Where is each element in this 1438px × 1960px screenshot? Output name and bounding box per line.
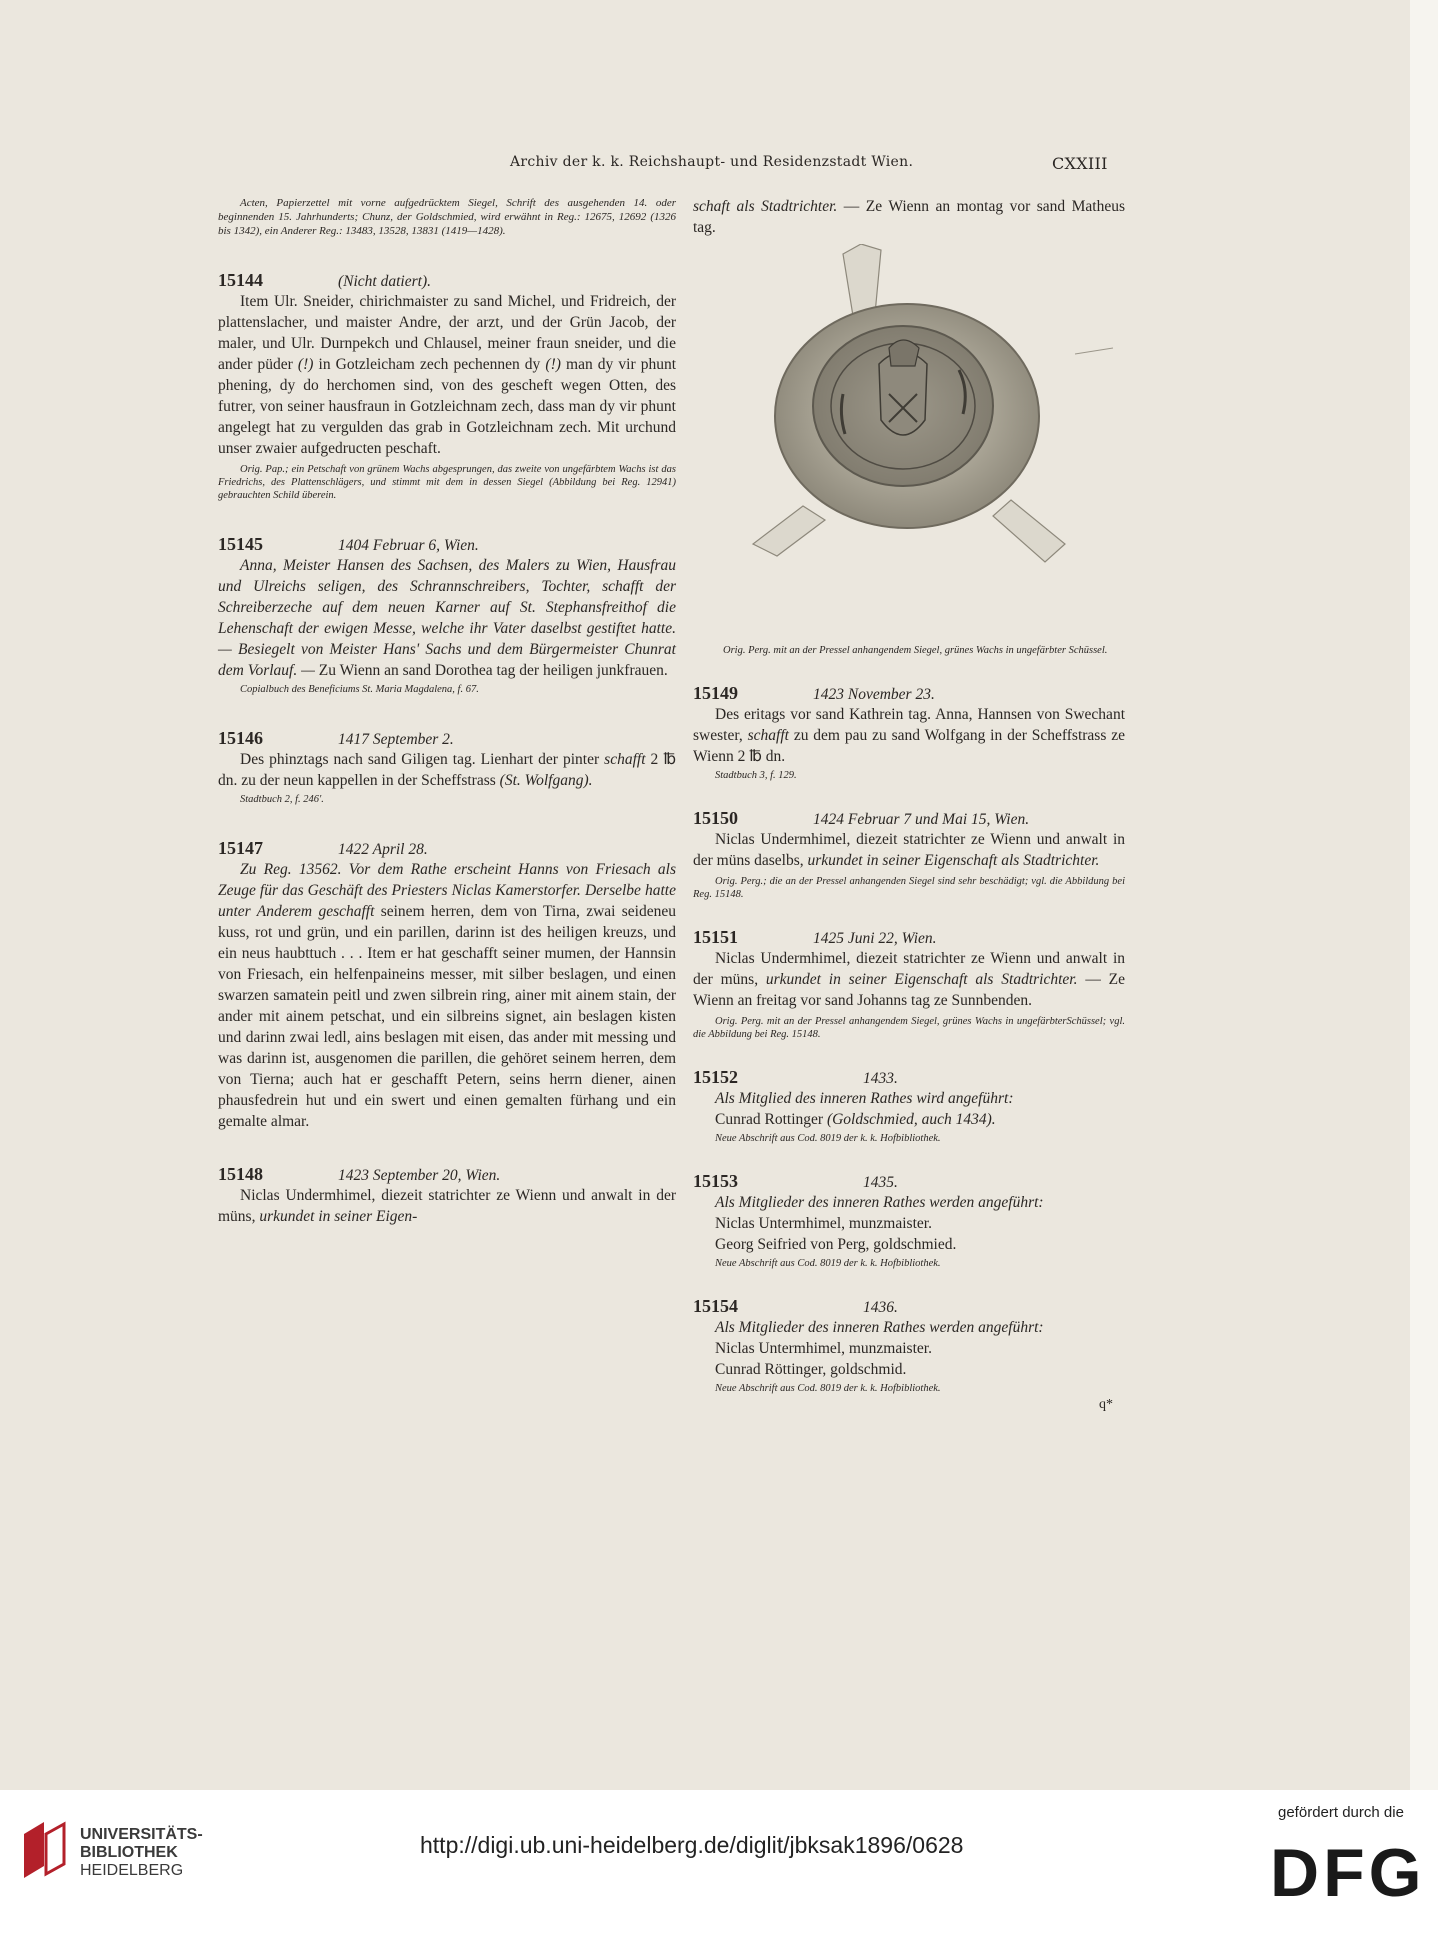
entry-source: Neue Abschrift aus Cod. 8019 der k. k. Hofbibliothek. [715,1133,941,1144]
entry-date: 1417 September 2. [338,731,454,748]
text-part: seinem herren, dem von Tirna, zwai seideneu kuss, rot und grün, und ein parillen, darinn ist des heiligen kreuzs, und ein neus haubttuch . . . Item er hat geschafft seiner mumen, der Hannsin von Friesach, ein helfenpaineins messer, mit silber beslagen, und einen swarzen samatein peitl und zwen silbrein ring, ainer mit ainem stain, der ander mit ainem petschat, und ein silbreins signet, ain beslagen kisten und darinn zwai ledl, ains beslagen mit eisen, das ander mit messing und was darinn ist, ausgenomen die parillen, die gehöret seinem herren, dem von Tierna; auch hat er geschafft Petern, seins herrn diener, ainen phausfedrein hut und ein swert und einen gemalten fürhang und ein gemalte almar. [218,903,676,1130]
entry-number: 15153 [693,1171,738,1191]
entry-15152 [693,1067,1125,1145]
text-part: Anna, Meister Hansen des Sachsen, des Malers zu Wien, Hausfrau und Ulreichs seligen, des Schrannschreibers, Tochter, schafft der Schreiberzeche auf dem neuen Karner auf St. Stephansfreithof die Lehenschaft der ewigen Messe, welche ihr Vater daselbst gestiftet hatte. — Besiegelt von Meister Hans' Sachs und dem Bürgermeister Chunrat dem Vorlauf. — [218,557,676,679]
text-part: schaft als Stadtrichter. [693,198,838,215]
text-part: Niclas Undermhimel, diezeit statrichter ze Wienn und anwalt in der müns, [218,1187,676,1225]
entry-date: 1424 Februar 7 und Mai 15, Wien. [813,811,1030,828]
text-part: Zu Wienn an sand Dorothea tag der heiligen junkfrauen. [314,662,668,679]
entry-line: Georg Seifried von Perg, goldschmied. [715,1236,957,1253]
entry-text [218,1185,676,1227]
text-part: in Gotzleicham zech pechennen dy [313,356,541,373]
entry-text [693,948,1125,1011]
parchment-strip-left [753,506,825,556]
entry-text [218,555,676,681]
entry-source: Stadtbuch 2, f. 246'. [240,794,324,805]
entry-source: Copialbuch des Beneficiums St. Maria Magdalena, f. 67. [240,684,479,695]
entry-number: 15154 [693,1296,738,1316]
left-column [218,196,676,1227]
entry-date: (Nicht datiert). [338,273,431,290]
text-part: schafft [604,751,646,768]
entry-line: Niclas Untermhimel, munzmaister. [715,1215,932,1232]
funding-note: gefördert durch die [1278,1804,1404,1821]
pen-stroke [1075,348,1113,354]
entry-line: Cunrad Röttinger, goldschmid. [715,1361,907,1378]
text-part: Item Ulr. Sneider, chirichmaister zu sand Michel, und Fridreich, der plattenslacher, und maister Andre, der arzt, und der Grün Jacob, der maler, und Ulr. Durnpekch und Chlausel, meiner fraun sneider, und die ander püder [218,293,676,373]
text-part: (Goldschmied, auch 1434). [826,1111,996,1128]
entry-15145 [218,534,676,696]
entry-number: 15147 [218,838,263,858]
entry-line: Niclas Untermhimel, munzmaister. [715,1340,932,1357]
library-name-line: BIBLIOTHEK [80,1844,178,1861]
entry-number: 15149 [693,683,738,703]
entry-intro: Als Mitglied des inneren Rathes wird angeführt: [715,1090,1014,1107]
entry-text [693,829,1125,871]
text-part: (!) [297,356,314,373]
text-part: urkundet in seiner Eigenschaft als Stadtrichter. [807,852,1100,869]
text-part: Niclas Undermhimel, diezeit statrichter ze Wienn und anwalt in der müns, [693,950,1125,988]
text-part: — Ze Wienn an freitag vor sand Johanns tag ze Sunnbenden. [693,971,1125,1009]
entry-number: 15144 [218,270,263,290]
text-part: schafft [747,727,789,744]
entry-text [218,291,676,459]
entry-intro: Als Mitglieder des inneren Rathes werden angeführt: [715,1319,1044,1336]
text-part: 2 ℔ dn. zu der neun kappellen in der Scheffstrass [218,751,676,789]
entry-15151 [693,927,1125,1041]
page-number: CXXIII [1052,154,1108,173]
entry-15154 [693,1296,1125,1413]
entry-15149 [693,683,1125,782]
entry-text [693,704,1125,767]
entry-number: 15145 [218,534,263,554]
entry-number: 15146 [218,728,263,748]
entry-date: 1423 September 20, Wien. [338,1167,501,1184]
text-part: (!) [545,356,561,373]
entry-note: Orig. Perg.; die an der Pressel anhangenden Siegel sind sehr beschädigt; vgl. die Abbildung bei Reg. 15148. [693,876,1125,900]
text-part: urkundet in seiner Eigen- [259,1208,418,1225]
text-part: Niclas Undermhimel, diezeit statrichter ze Wienn und anwalt in der müns daselbs, [693,831,1125,869]
entry-15153 [693,1171,1125,1270]
page-edge [1410,0,1438,1790]
entry-source: Neue Abschrift aus Cod. 8019 der k. k. Hofbibliothek. [715,1258,941,1269]
entry-source: Neue Abschrift aus Cod. 8019 der k. k. Hofbibliothek. [715,1383,941,1394]
entry-15148 [218,1164,676,1227]
footer-bar [0,1790,1438,1960]
text-part: man dy vir phunt phening, dy do herchomen sind, von des gescheft wegen Otten, des futrer, von seiner hausfraun in Gotzleichnam zech, dass man dy vir phunt angelegt hat zu vergulden das grab in Gotzleichnam zech. Mit urchund unser zwaier aufgedructen peschaft. [218,356,677,457]
entry-number: 15150 [693,808,738,828]
entry-15144 [218,270,676,502]
text-part: — Ze Wienn an montag vor sand Matheus tag. [693,198,1125,236]
entry-number: 15148 [218,1164,263,1184]
entry-date: 1425 Juni 22, Wien. [813,930,937,947]
entry-15146 [218,728,676,806]
text-part: Des phinztags nach sand Giligen tag. Lienhart der pinter [240,751,605,768]
entry-date: 1436. [863,1299,898,1316]
wax-seal-image [693,244,1125,644]
seal-helmet [889,340,919,366]
running-title: Archiv der k. k. Reichshaupt- und Residenzstadt Wien. [510,154,914,170]
entry-number: 15152 [693,1067,738,1087]
seal-caption: Orig. Perg. mit an der Pressel anhangendem Siegel, grünes Wachs in ungefärbter Schüssel. [723,645,1108,656]
folio-mark: q* [1099,1397,1113,1412]
entry-note: Orig. Perg. mit an der Pressel anhangendem Siegel, grünes Wachs in ungefärbterSchüssel; vgl. die Abbildung bei Reg. 15148. [693,1016,1125,1040]
text-part: Zu Reg. 13562. Vor dem Rathe erscheint Hanns von Friesach als Zeuge für das Geschäft des Priesters Niclas Kamerstorfer. Derselbe hatte unter Anderem geschafft [218,861,676,920]
library-name [80,1826,203,1880]
entry-text [218,749,676,791]
entry-date: 1433. [863,1070,898,1087]
entry-note: Orig. Pap.; ein Petschaft von grünem Wachs abgesprungen, das zweite von ungefärbtem Wachs ist das Friedrichs, des Plattenschlägers, und stimmt mit dem in dessen Siegel (Abbildung bei Reg. 12941) gebrauchten Schild überein. [218,464,676,501]
continuation-text [693,196,1125,238]
text-part: urkundet in seiner Eigenschaft als Stadtrichter. [765,971,1078,988]
entry-date: 1422 April 28. [338,841,428,858]
entry-number: 15151 [693,927,738,947]
intro-note: Acten, Papierzettel mit vorne aufgedrücktem Siegel, Schrift des ausgehenden 14. oder beginnenden 15. Jahrhunderts; Chunz, der Goldschmied, wird erwähnt in Reg.: 12675, 12692 (1326 bis 1342), ein Anderer Reg.: 13483, 13528, 13831 (1419—1428). [218,197,676,237]
permalink-url[interactable]: http://digi.ub.uni-heidelberg.de/diglit/jbksak1896/0628 [420,1832,964,1858]
right-column [693,196,1125,1413]
entry-date: 1404 Februar 6, Wien. [338,537,479,554]
text-part: zu dem pau zu sand Wolfgang in der Scheffstrass ze Wienn 2 ℔ dn. [693,727,1125,765]
entry-date: 1435. [863,1174,898,1191]
entry-source: Stadtbuch 3, f. 129. [715,770,797,781]
university-library-logo-icon [18,1820,70,1880]
library-name-line: UNIVERSITÄTS- [80,1826,203,1843]
entry-15150 [693,808,1125,901]
entry-name [693,1109,1125,1130]
text-part: Des eritags vor sand Kathrein tag. Anna, Hannsen von Swechant swester, [693,706,1125,744]
text-part: Cunrad Rottinger [715,1111,827,1128]
parchment-strip-right [993,500,1065,562]
dfg-logo: DFG [1270,1835,1426,1911]
library-name-line: HEIDELBERG [80,1862,184,1879]
entry-15147 [218,838,676,1132]
parchment-strip-top [843,244,881,316]
entry-text [218,859,676,1132]
entry-date: 1423 November 23. [813,686,935,703]
seal-illustration [693,244,1125,644]
text-part: (St. Wolfgang). [499,772,593,789]
entry-intro: Als Mitglieder des inneren Rathes werden angeführt: [715,1194,1044,1211]
